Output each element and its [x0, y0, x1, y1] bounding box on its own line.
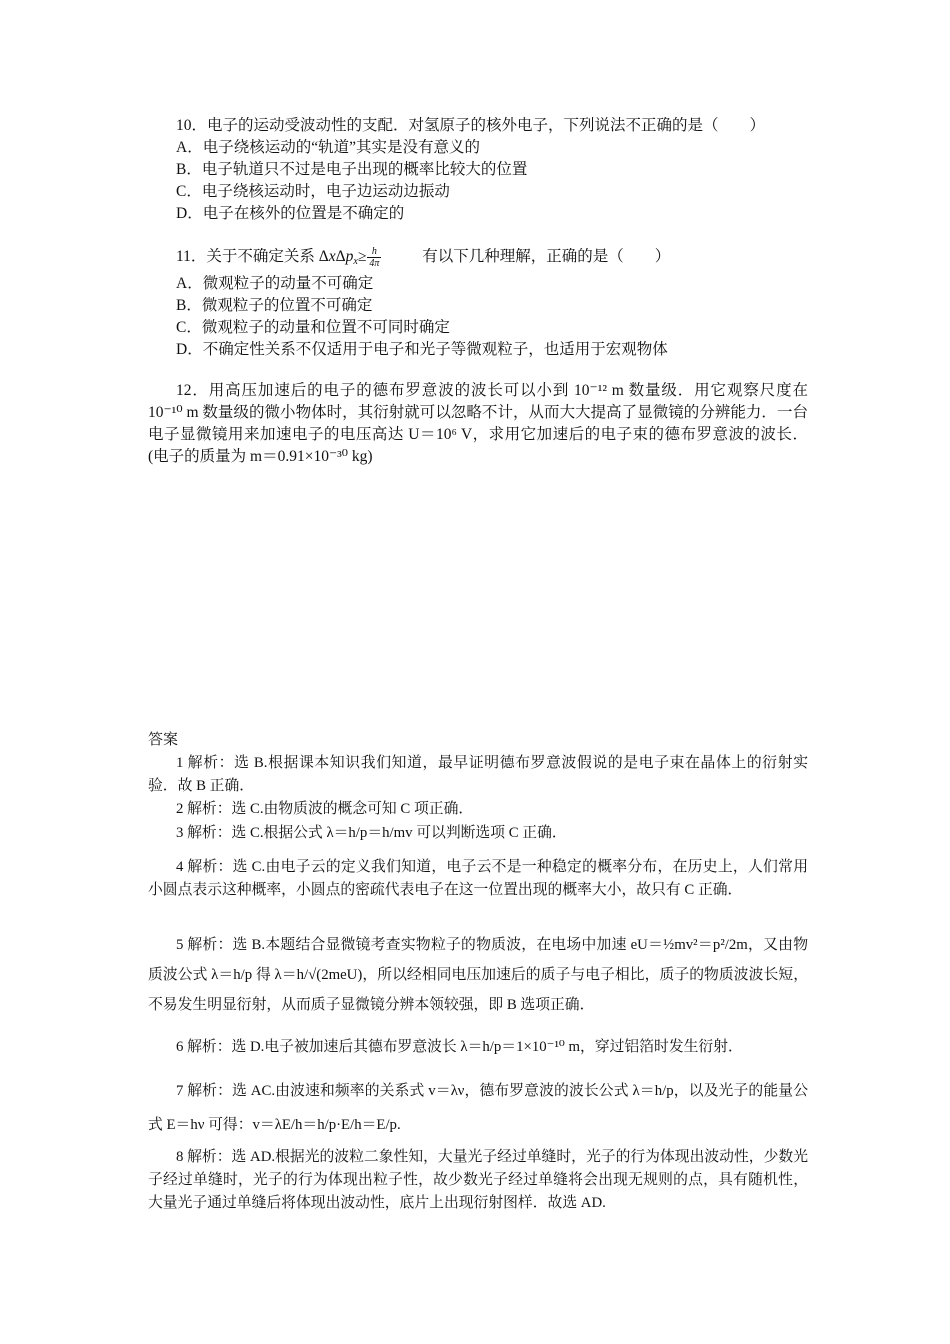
answer-3: 3 解析：选 C.根据公式 λ＝h/p＝h/mv 可以判断选项 C 正确．: [176, 825, 567, 841]
question-11-option-b: B．微观粒子的位置不可确定: [176, 297, 373, 314]
question-11-option-c: C．微观粒子的动量和位置不可同时确定: [176, 319, 450, 336]
question-10-stem: 10．电子的运动受波动性的支配．对氢原子的核外电子，下列说法不正确的是（ ）: [176, 117, 766, 134]
answer-1: 1 解析：选 B.根据课本知识我们知道，最早证明德布罗意波假说的是电子束在晶体上的衍射实验．故 B 正确．: [148, 755, 808, 794]
question-11-stem-prefix: 11．关于不确定关系 Δ: [176, 248, 329, 266]
question-10-option-a: A．电子绕核运动的“轨道”其实是没有意义的: [176, 139, 480, 156]
question-12-text: 12．用高压加速后的电子的德布罗意波的波长可以小到 10⁻¹² m 数量级．用它观察尺度在 10⁻¹⁰ m 数量级的微小物体时，其衍射就可以忽略不计，从而大大提高了显微镜的分辨能力．一台电子显微镜用来加速电子的电压高达 U＝10⁶ V，求用它加速后的电子束的德布罗意波的波长．(电子的质量为 m＝0.91×10⁻³⁰ kg): [148, 382, 808, 465]
question-10-option-b: B．电子轨道只不过是电子出现的概率比较大的位置: [176, 161, 528, 178]
answer-7: 7 解析：选 AC.由波速和频率的关系式 v＝λν，德布罗意波的波长公式 λ＝h/p，以及光子的能量公式 E＝hν 可得：v＝λE/h＝h/p·E/h＝E/p.: [148, 1083, 808, 1133]
answer-8: 8 解析：选 AD.根据光的波粒二象性知，大量光子经过单缝时，光子的行为体现出波动性，少数光子经过单缝时，光子的行为体现出粒子性，故少数光子经过单缝将会出现无规则的点，具有随机性，大量光子通过单缝后将体现出波动性，底片上出现衍射图样．故选 AD.: [148, 1149, 808, 1211]
question-11-option-d: D．不确定性关系不仅适用于电子和光子等微观粒子，也适用于宏观物体: [176, 341, 668, 358]
h-over-4pi-formula: $\frac{h}{4\pi}$: [369, 246, 380, 269]
question-10-option-c: C．电子绕核运动时，电子边运动边振动: [176, 183, 450, 200]
question-11-stem-suffix: 有以下几种理解，正确的是（ ）: [422, 248, 671, 266]
question-11-stem: 11．关于不确定关系 ΔxΔp$_x$≥ $\frac{h}{4\pi}$ 有以下几种理解，正确的是（ ）: [176, 246, 671, 269]
answer-4: 4 解析：选 C.由电子云的定义我们知道，电子云不是一种稳定的概率分布，在历史上，人们常用小圆点表示这种概率，小圆点的密疏代表电子在这一位置出现的概率大小，故只有 C 正确．: [148, 859, 808, 898]
question-11-option-a: A．微观粒子的动量不可确定: [176, 275, 374, 292]
answer-6: 6 解析：选 D.电子被加速后其德布罗意波长 λ＝h/p＝1×10⁻¹⁰ m，穿过铝箔时发生衍射．: [176, 1039, 743, 1055]
answer-5: 5 解析：选 B.本题结合显微镜考查实物粒子的物质波，在电场中加速 eU＝½mv²＝p²/2m，又由物质波公式 λ＝h/p 得 λ＝h/√(2meU)，所以经相同电压加速后的质子与电子相比，质子的物质波波长短，不易发生明显衍射，从而质子显微镜分辨本领较强，即 B 选项正确．: [148, 937, 808, 1013]
answers-heading: 答案: [148, 732, 179, 748]
answer-2: 2 解析：选 C.由物质波的概念可知 C 项正确．: [176, 801, 474, 817]
question-10-option-d: D．电子在核外的位置是不确定的: [176, 205, 405, 222]
